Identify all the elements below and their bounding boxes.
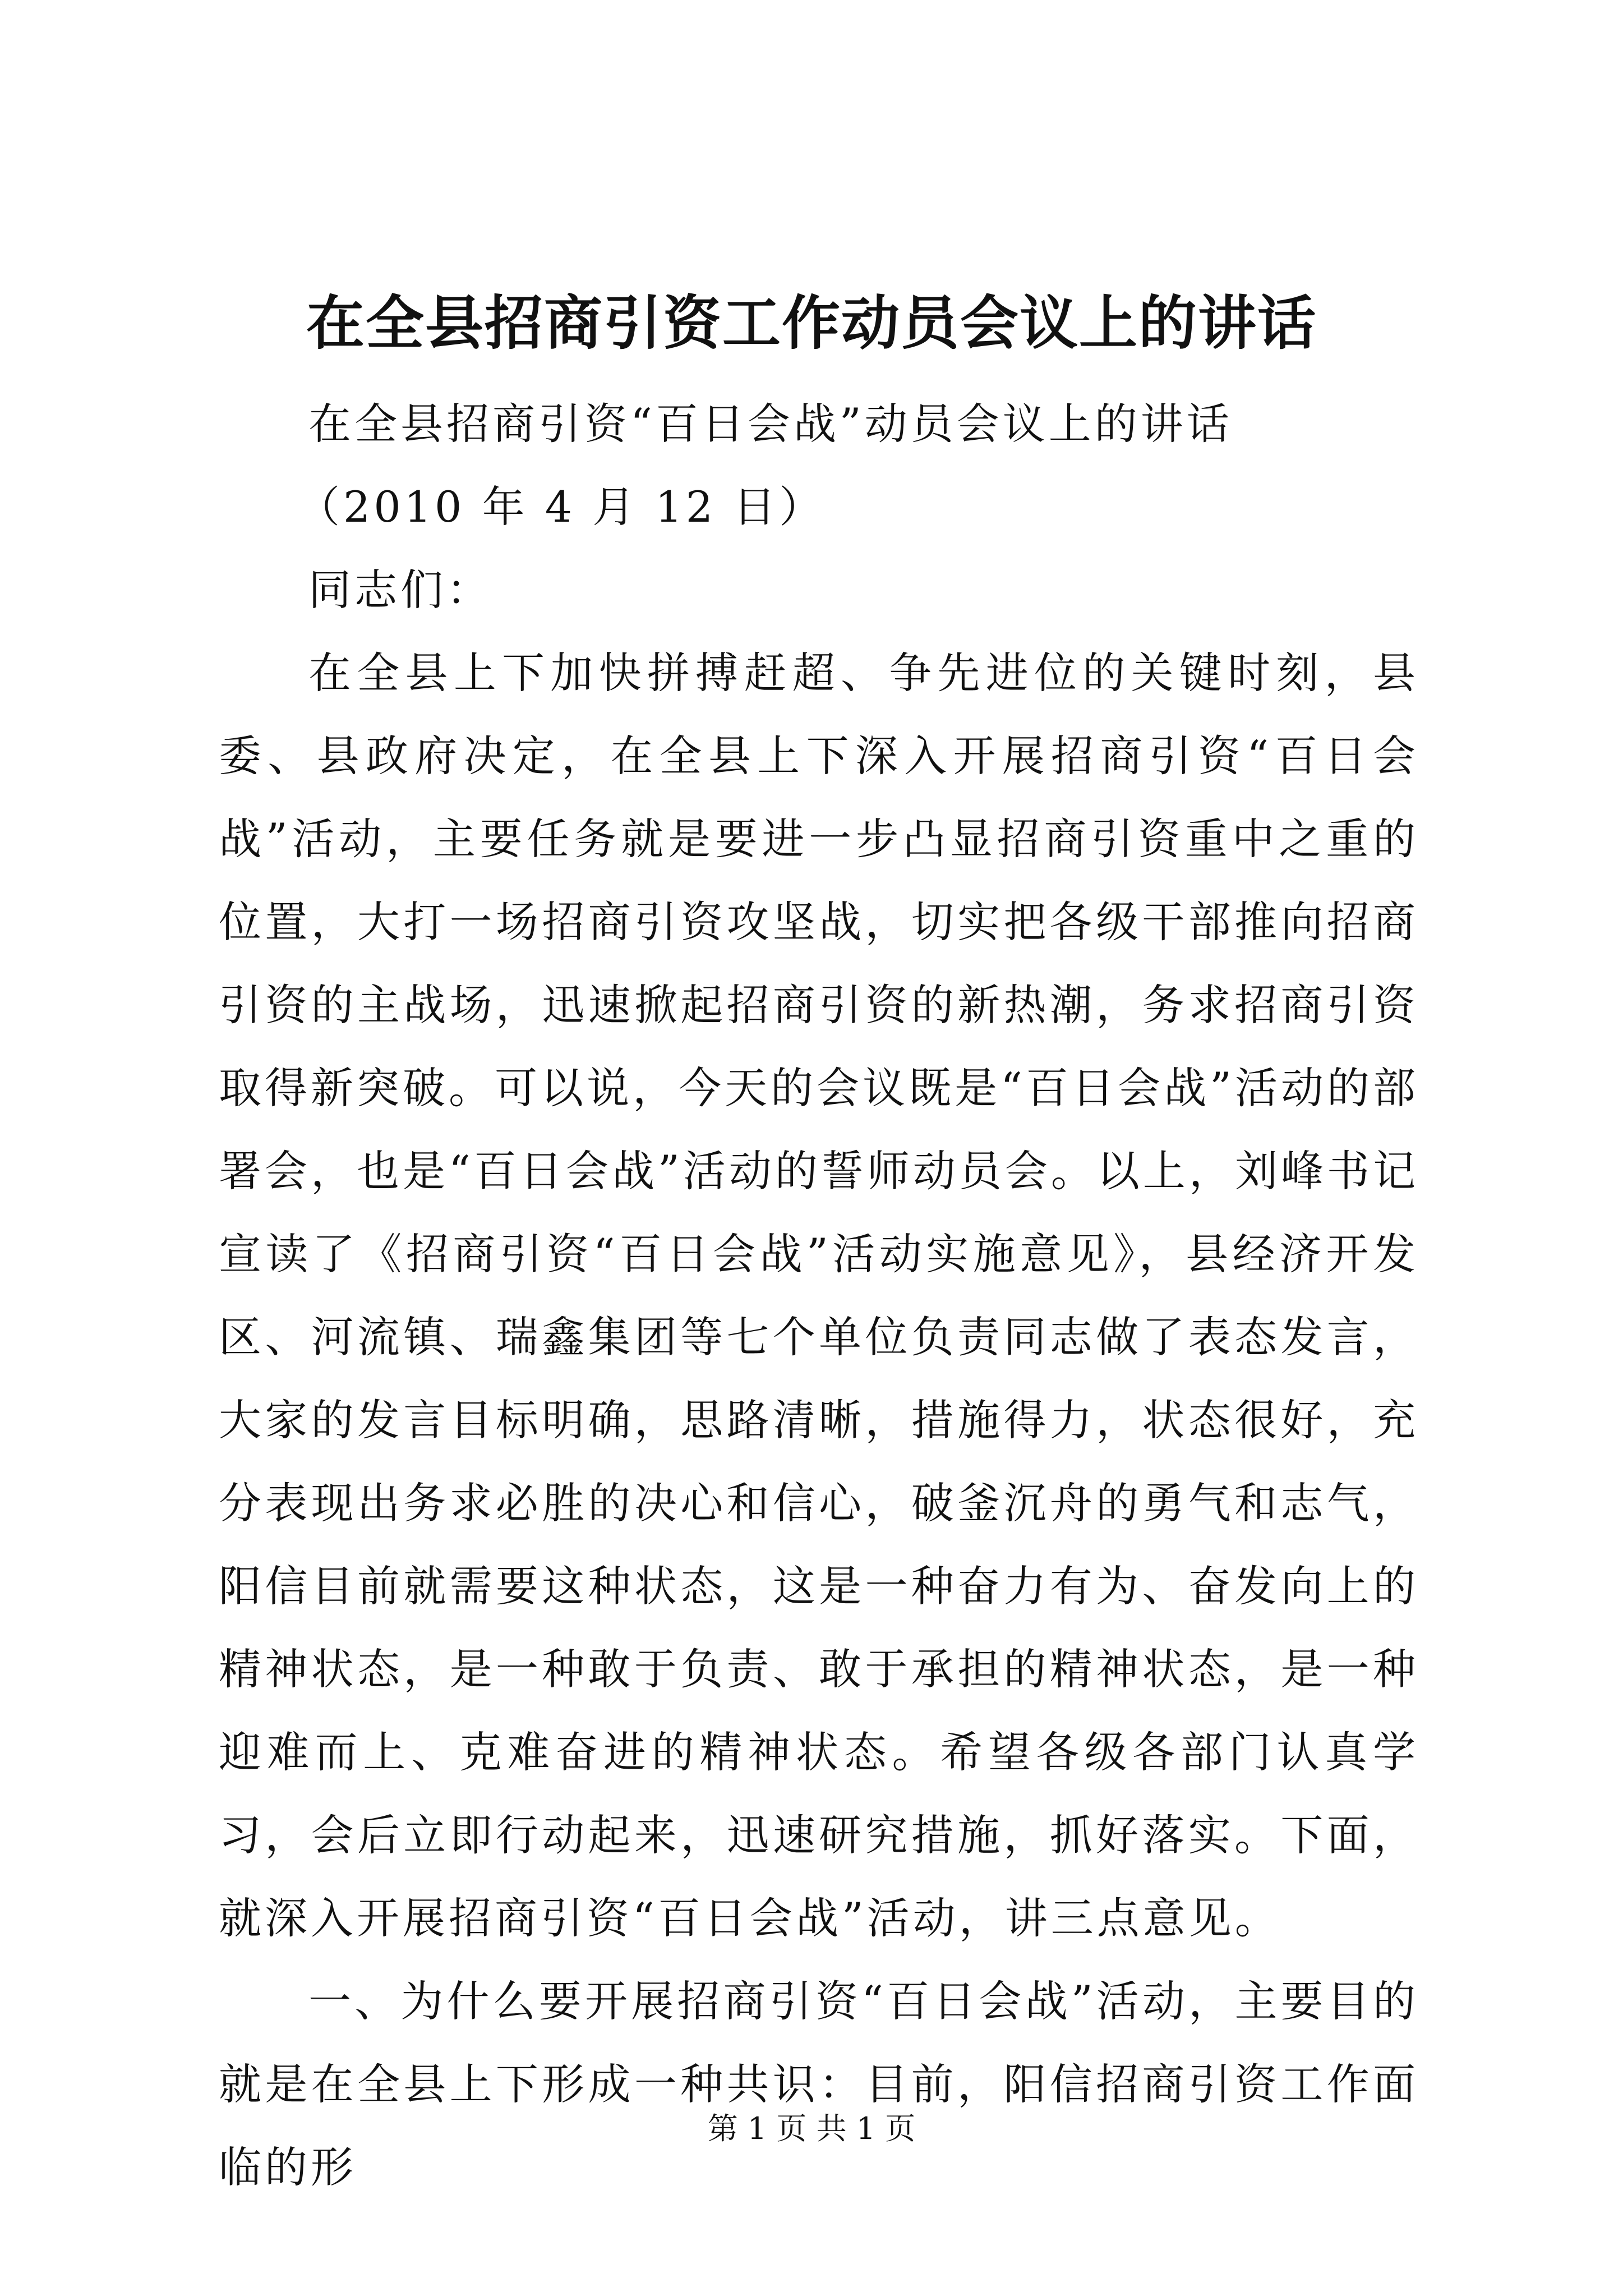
body-paragraph: 一、为什么要开展招商引资“百日会战”活动，主要目的就是在全县上下形成一种共识：目前，阳信招商引资工作面临的形 bbox=[219, 1976, 1419, 2192]
page-footer: 第 1 页 共 1 页 bbox=[707, 2111, 916, 2146]
salutation-line: 同志们： bbox=[308, 565, 492, 615]
document-body bbox=[219, 383, 1419, 2209]
body-paragraph: 在全县上下加快拼搏赶超、争先进位的关键时刻，县委、县政府决定，在全县上下深入开展招商引资“百日会战”活动，主要任务就是要进一步凸显招商引资重中之重的位置，大打一场招商引资攻坚战，切实把各级干部推向招商引资的主战场，迅速掀起招商引资的新热潮，务求招商引资取得新突破。可以说，今天的会议既是“百日会战”活动的部署会，也是“百日会战”活动的誓师动员会。以上，刘峰书记宣读了《招商引资“百日会战”活动实施意见》，县经济开发区、河流镇、瑞鑫集团等七个单位负责同志做了表态发言，大家的发言目标明确，思路清晰，措施得力，状态很好，充分表现出务求必胜的决心和信心，破釜沉舟的勇气和志气，阳信目前就需要这种状态，这是一种奋力有为、奋发向上的精神状态，是一种敢于负责、敢于承担的精神状态，是一种迎难而上、克难奋进的精神状态。希望各级各部门认真学习，会后立即行动起来，迅速研究措施，抓好落实。下面，就深入开展招商引资“百日会战”活动，讲三点意见。 bbox=[219, 648, 1419, 1943]
date-line: （2010 年 4 月 12 日） bbox=[297, 482, 826, 532]
subtitle-line: 在全县招商引资“百日会战”动员会议上的讲话 bbox=[308, 399, 1233, 449]
document-title: 在全县招商引资工作动员会议上的讲话 bbox=[306, 288, 1317, 357]
